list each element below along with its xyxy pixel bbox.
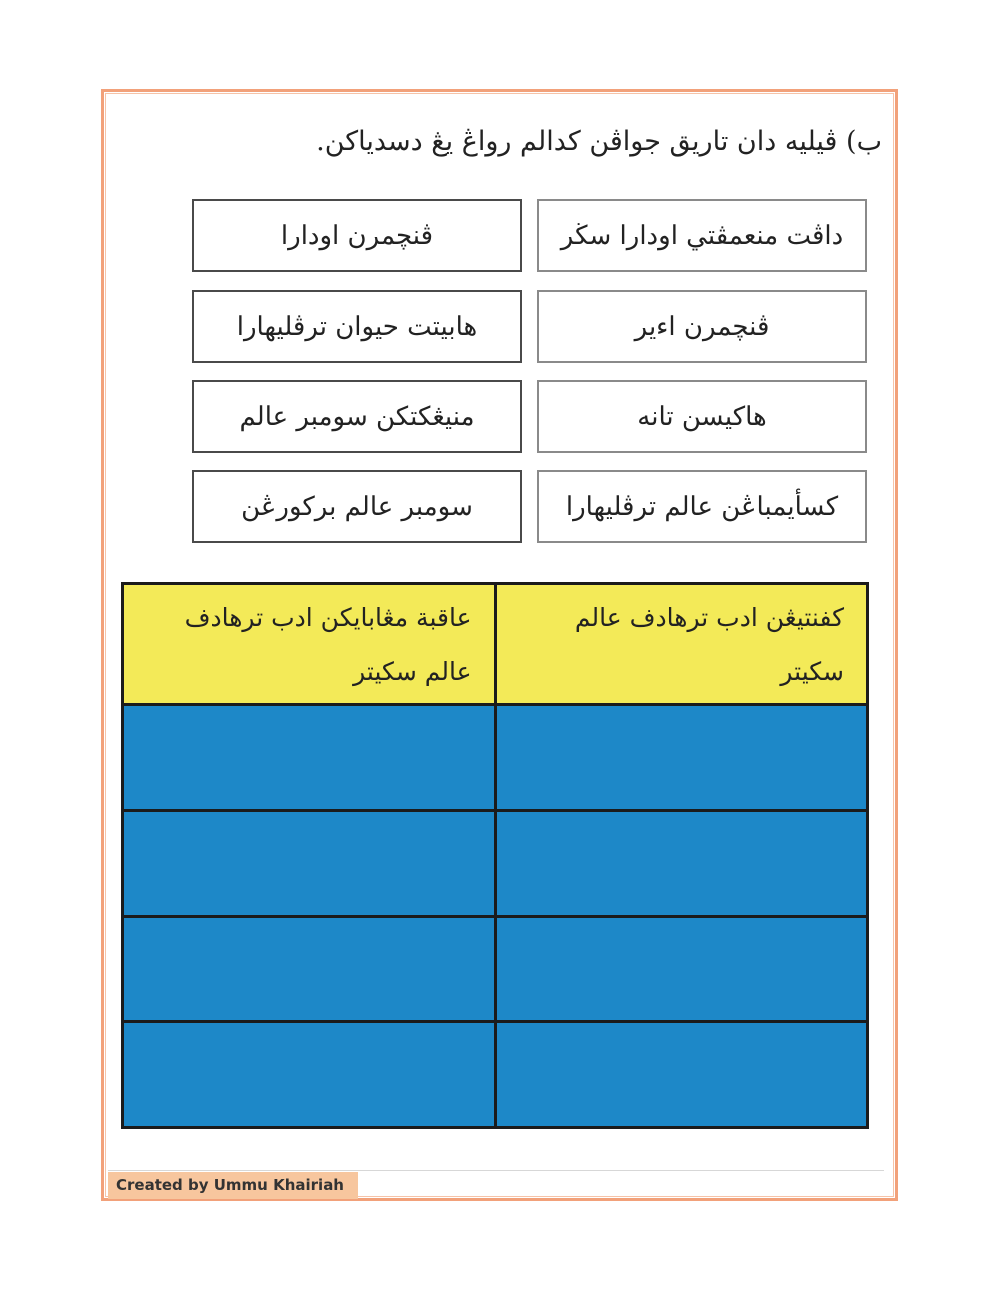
credit-label: Created by Ummu Khairiah (108, 1172, 358, 1199)
answer-card-6[interactable]: منيڠكتكن سومبر عالم (192, 380, 522, 453)
drop-zone-importance-3[interactable] (497, 918, 867, 1021)
drop-zone-consequences-4[interactable] (124, 1023, 494, 1126)
drop-zone-consequences-1[interactable] (124, 706, 494, 809)
instruction-text: ب) ڤيليه دان تاريق جواڤن كدالم رواڠ يڠ دسدياكن. (316, 126, 882, 157)
table-header-consequences: عاقبة مڠابايكن ادب ترهادف عالم سكيتر (124, 585, 494, 703)
answer-card-7[interactable]: كسأيمباڠن عالم ترڤليهارا (537, 470, 867, 543)
answer-table (121, 582, 869, 1129)
answer-card-2[interactable]: ڤنچمرن اودارا (192, 199, 522, 272)
drop-zone-importance-1[interactable] (497, 706, 867, 809)
answer-card-4[interactable]: هابيتت حيوان ترڤليهارا (192, 290, 522, 363)
answer-card-3[interactable]: ڤنچمرن اءير (537, 290, 867, 363)
drop-zone-importance-2[interactable] (497, 812, 867, 915)
answer-card-8[interactable]: سومبر عالم بركورڠن (192, 470, 522, 543)
answer-card-1[interactable]: داڤت منعمڤتي اودارا سڬر (537, 199, 867, 272)
answer-card-5[interactable]: هاكيسن تانه (537, 380, 867, 453)
footer-divider (108, 1170, 884, 1171)
answer-table-grid (124, 585, 866, 1126)
drop-zone-importance-4[interactable] (497, 1023, 867, 1126)
drop-zone-consequences-2[interactable] (124, 812, 494, 915)
drop-zone-consequences-3[interactable] (124, 918, 494, 1021)
table-header-importance: كفنتيڠن ادب ترهادف عالم سكيتر (497, 585, 867, 703)
